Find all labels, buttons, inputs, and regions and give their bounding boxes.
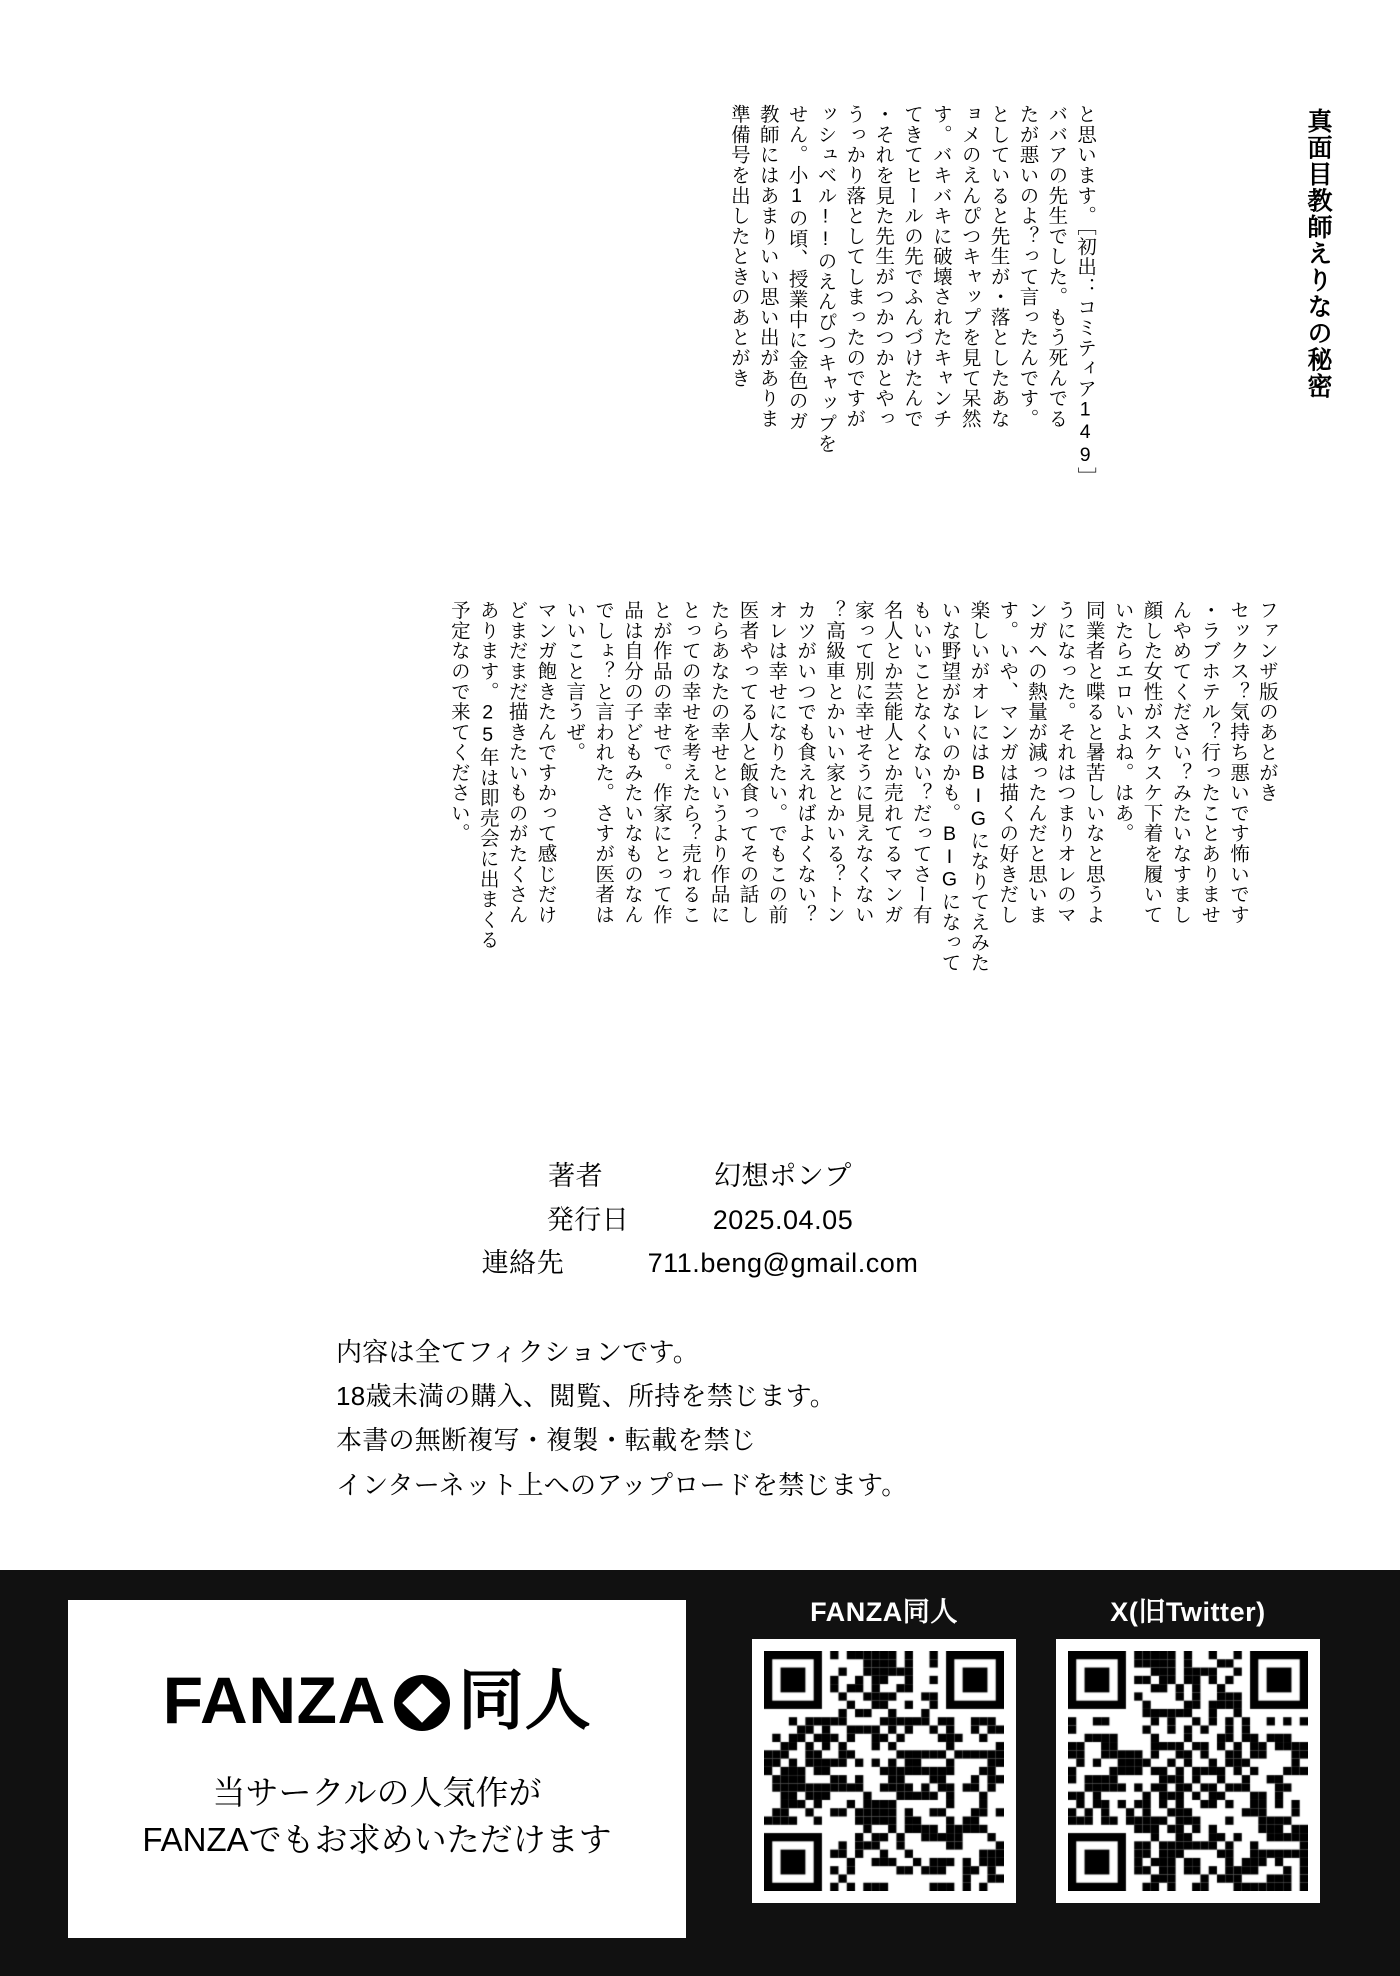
legal-notices (336, 1330, 1236, 1507)
afterword-line: どまだまだ描きたいものがたくさん (505, 600, 528, 925)
fanza-logo-doujin: 同人 (457, 1663, 592, 1737)
afterword-line: ・それを見た先生がつかつかとやっ (872, 104, 895, 429)
afterword-line: いな野望がないのかも。BIGになって (938, 600, 961, 973)
colophon-row-contact (0, 1242, 1400, 1286)
afterword-line: ？高級車とかいい家とかいる？トン (823, 600, 846, 925)
afterword-line: てきてヒールの先でふんづけたんで (901, 104, 924, 429)
afterword-line: とが作品の幸せで。作家にとって作 (649, 600, 672, 925)
afterword-line: いいこと言うぜ。 (563, 600, 586, 763)
afterword-line: 同業者と喋ると暑苦しいなと思うよ (1082, 600, 1105, 925)
afterword-line: 教師にはあまりいい思い出がありま (756, 104, 779, 429)
afterword-line: ファンザ版のあとがき (1255, 600, 1278, 803)
afterword-line: んやめてください？みたいなすまし (1169, 600, 1192, 925)
afterword-line: あります。25年は即売会に出まくる (476, 600, 499, 950)
afterword-line: たらあなたの幸せというより作品に (707, 600, 730, 925)
colophon-value-date: 2025.04.05 (712, 1204, 854, 1235)
colophon-value-contact: 711.beng@gmail.com (647, 1248, 919, 1279)
afterword-line: うっかり落としてしまったのですが (843, 104, 866, 429)
notice-fiction: 内容は全てフィクションです。 (336, 1337, 699, 1367)
afterword-line: す。バキバキに破壊されたキャンチ (929, 104, 952, 429)
fanza-caption-line-1: 当サークルの人気作が (212, 1774, 542, 1811)
afterword-line: うになった。それはつまりオレのマ (1053, 600, 1076, 925)
afterword-line: マンガ飽きたんですかって感じだけ (534, 600, 557, 925)
afterword-line: セックス？気持ち悪いです怖いです (1227, 600, 1250, 925)
colophon-label-contact: 連絡先 (481, 1248, 565, 1279)
colophon-label-date: 発行日 (546, 1204, 630, 1235)
afterword-line: ョメのえんぴつキャップを見て呆然 (958, 104, 981, 429)
doujin-title-text: 真面目教師えりなの秘密 (1304, 108, 1332, 400)
afterword-line: ・ラブホテル？行ったことありませ (1198, 600, 1221, 925)
afterword-line: としていると先生が・落としたあな (987, 104, 1010, 429)
qr-x-twitter-icon[interactable] (1056, 1639, 1320, 1903)
afterword-line: 楽しいがオレにはBIGになりてえみた (967, 600, 990, 973)
afterword-line: 品は自分の子どもみたいなものなん (621, 600, 644, 925)
colophon-row-date (0, 1199, 1400, 1243)
afterword-preview-body (724, 104, 1099, 534)
afterword-line: ババアの先生でした。もう死んでる (1045, 104, 1068, 429)
afterword-line: 顔した女性がスケスケ下着を履いて (1140, 600, 1163, 925)
notice-copyright: 本書の無断複写・複製・転載を禁じ (336, 1425, 757, 1456)
afterword-line: でしょ？と言われた。さすが医者は (592, 600, 615, 925)
fanza-logo-word: FANZA (162, 1663, 386, 1737)
fanza-doujin-logo (71, 1647, 683, 1742)
afterword-line: たが悪いのよ？って言ったんです。 (1016, 104, 1039, 429)
doujin-title (1299, 108, 1336, 468)
qr-label-fanza: FANZA同人 (810, 1597, 958, 1627)
afterword-line: オレは幸せになりたい。でもこの前 (765, 600, 788, 925)
qr-label-x-twitter: X(旧Twitter) (1110, 1597, 1266, 1627)
afterword-section-fanza (444, 600, 1324, 1090)
fanza-caption-line-2: FANZAでもお求めいただけます (142, 1820, 612, 1858)
afterword-line: 家って別に幸せそうに見えなくない (851, 600, 874, 925)
fanza-logo-mark-icon (394, 1675, 450, 1731)
fanza-promo-caption (71, 1770, 683, 1864)
qr-block-fanza[interactable] (752, 1590, 1016, 1903)
footer-band (0, 1570, 1400, 1976)
afterword-line: す。いや、マンガは描くの好きだし (996, 600, 1019, 925)
afterword-section-preview (724, 104, 1284, 534)
colophon (0, 1155, 1400, 1286)
qr-block-x-twitter[interactable] (1056, 1590, 1320, 1903)
afterword-line: ッシュベル!!のえんぴつキャップを (814, 104, 837, 454)
fanza-promo-panel[interactable] (68, 1600, 686, 1938)
afterword-line: いたらエロいよね。はあ。 (1111, 600, 1134, 844)
afterword-line: もいいことなくない？だってさー有 (909, 600, 932, 925)
afterword-line: と思います。［初出：コミティア149］ (1074, 104, 1097, 488)
afterword-line: とっての幸せを考えたら？売れるこ (678, 600, 701, 925)
afterword-line: ンガへの熱量が減ったんだと思いま (1025, 600, 1048, 925)
afterword-line: 医者やってる人と飯食ってその話し (736, 600, 759, 925)
qr-fanza-doujin-icon[interactable] (752, 1639, 1016, 1903)
afterword-line: 準備号を出したときのあとがき (727, 104, 750, 388)
afterword-line: 予定なので来てください。 (447, 600, 470, 844)
colophon-label-author: 著者 (548, 1161, 604, 1191)
afterword-line: 名人とか芸能人とか売れてるマンガ (880, 600, 903, 925)
colophon-row-author (0, 1155, 1400, 1199)
afterword-line: せん。小1の頃、授業中に金色のガ (785, 104, 808, 431)
notice-age-restriction: 18歳未満の購入、閲覧、所持を禁じます。 (336, 1381, 837, 1412)
afterword-fanza-body (444, 600, 1281, 1090)
colophon-value-author: 幻想ポンプ (714, 1161, 852, 1191)
afterword-line: カツがいつでも食えればよくない？ (794, 600, 817, 925)
notice-upload-ban: インターネット上へのアップロードを禁じます。 (336, 1469, 908, 1500)
